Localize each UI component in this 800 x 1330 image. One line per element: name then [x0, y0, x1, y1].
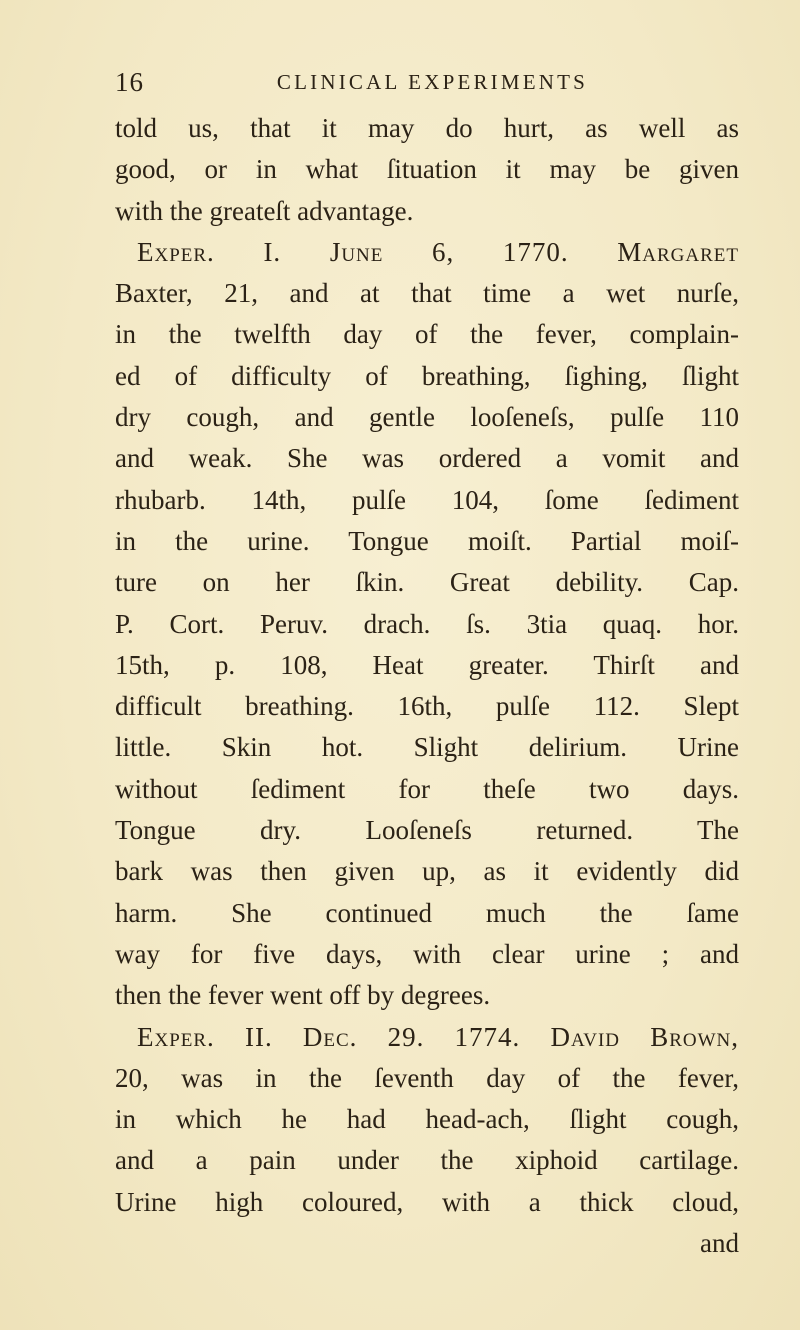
text-line-11: in the urine. Tongue moiſt. Partial moiſ- — [115, 525, 739, 556]
text-line-14: 15th, p. 108, Heat greater. Thirſt and — [115, 649, 739, 680]
text-line-18: Tongue dry. Looſeneſs returned. The — [115, 815, 739, 846]
text-line-26: and a pain under the xiphoid cartilage. — [115, 1145, 739, 1176]
text-line-23-exper-ii: Exper. II. Dec. 29. 1774. David Brown, — [137, 1021, 739, 1052]
text-line-24: 20, was in the ſeventh day of the fever, — [115, 1062, 739, 1093]
running-title: CLINICAL EXPERIMENTS — [276, 70, 589, 94]
text-line-7: ed of difficulty of breathing, ſighing, ſlight — [115, 360, 739, 391]
text-line-8: dry cough, and gentle looſeneſs, pulſe 110 — [115, 402, 739, 433]
text-line-19: bark was then given up, as it evidently did — [115, 856, 739, 887]
page-number: 16 — [115, 67, 144, 97]
text-line-4-exper-i: Exper. I. June 6, 1770. Margaret — [137, 236, 739, 267]
text-line-2: good, or in what ſituation it may be given — [115, 154, 739, 185]
text-line-1: told us, that it may do hurt, as well as — [115, 113, 739, 143]
text-line-17: without ſediment for theſe two days. — [115, 773, 739, 804]
text-line-3: with the greateſt advantage. — [115, 195, 414, 226]
text-line-10: rhubarb. 14th, pulſe 104, ſome ſediment — [115, 484, 739, 515]
text-line-21: way for five days, with clear urine ; and — [115, 938, 739, 969]
page-header — [115, 62, 695, 102]
text-line-5: Baxter, 21, and at that time a wet nurſe, — [115, 278, 739, 309]
text-line-27: Urine high coloured, with a thick cloud, — [115, 1186, 739, 1217]
text-line-22: then the fever went off by degrees. — [115, 980, 491, 1011]
text-line-13: P. Cort. Peruv. drach. ſs. 3tia quaq. hor. — [115, 608, 739, 639]
catchword: and — [700, 1228, 739, 1259]
text-line-20: harm. She continued much the ſame — [115, 897, 739, 928]
text-line-16: little. Skin hot. Slight delirium. Urine — [115, 732, 739, 763]
text-line-9: and weak. She was ordered a vomit and — [115, 443, 739, 474]
text-line-12: ture on her ſkin. Great debility. Cap. — [115, 567, 739, 598]
text-line-15: difficult breathing. 16th, pulſe 112. Slept — [115, 691, 739, 722]
body-text — [115, 108, 739, 1264]
text-line-25: in which he had head-ach, ſlight cough, — [115, 1104, 739, 1135]
text-line-6: in the twelfth day of the fever, complain- — [115, 319, 739, 350]
